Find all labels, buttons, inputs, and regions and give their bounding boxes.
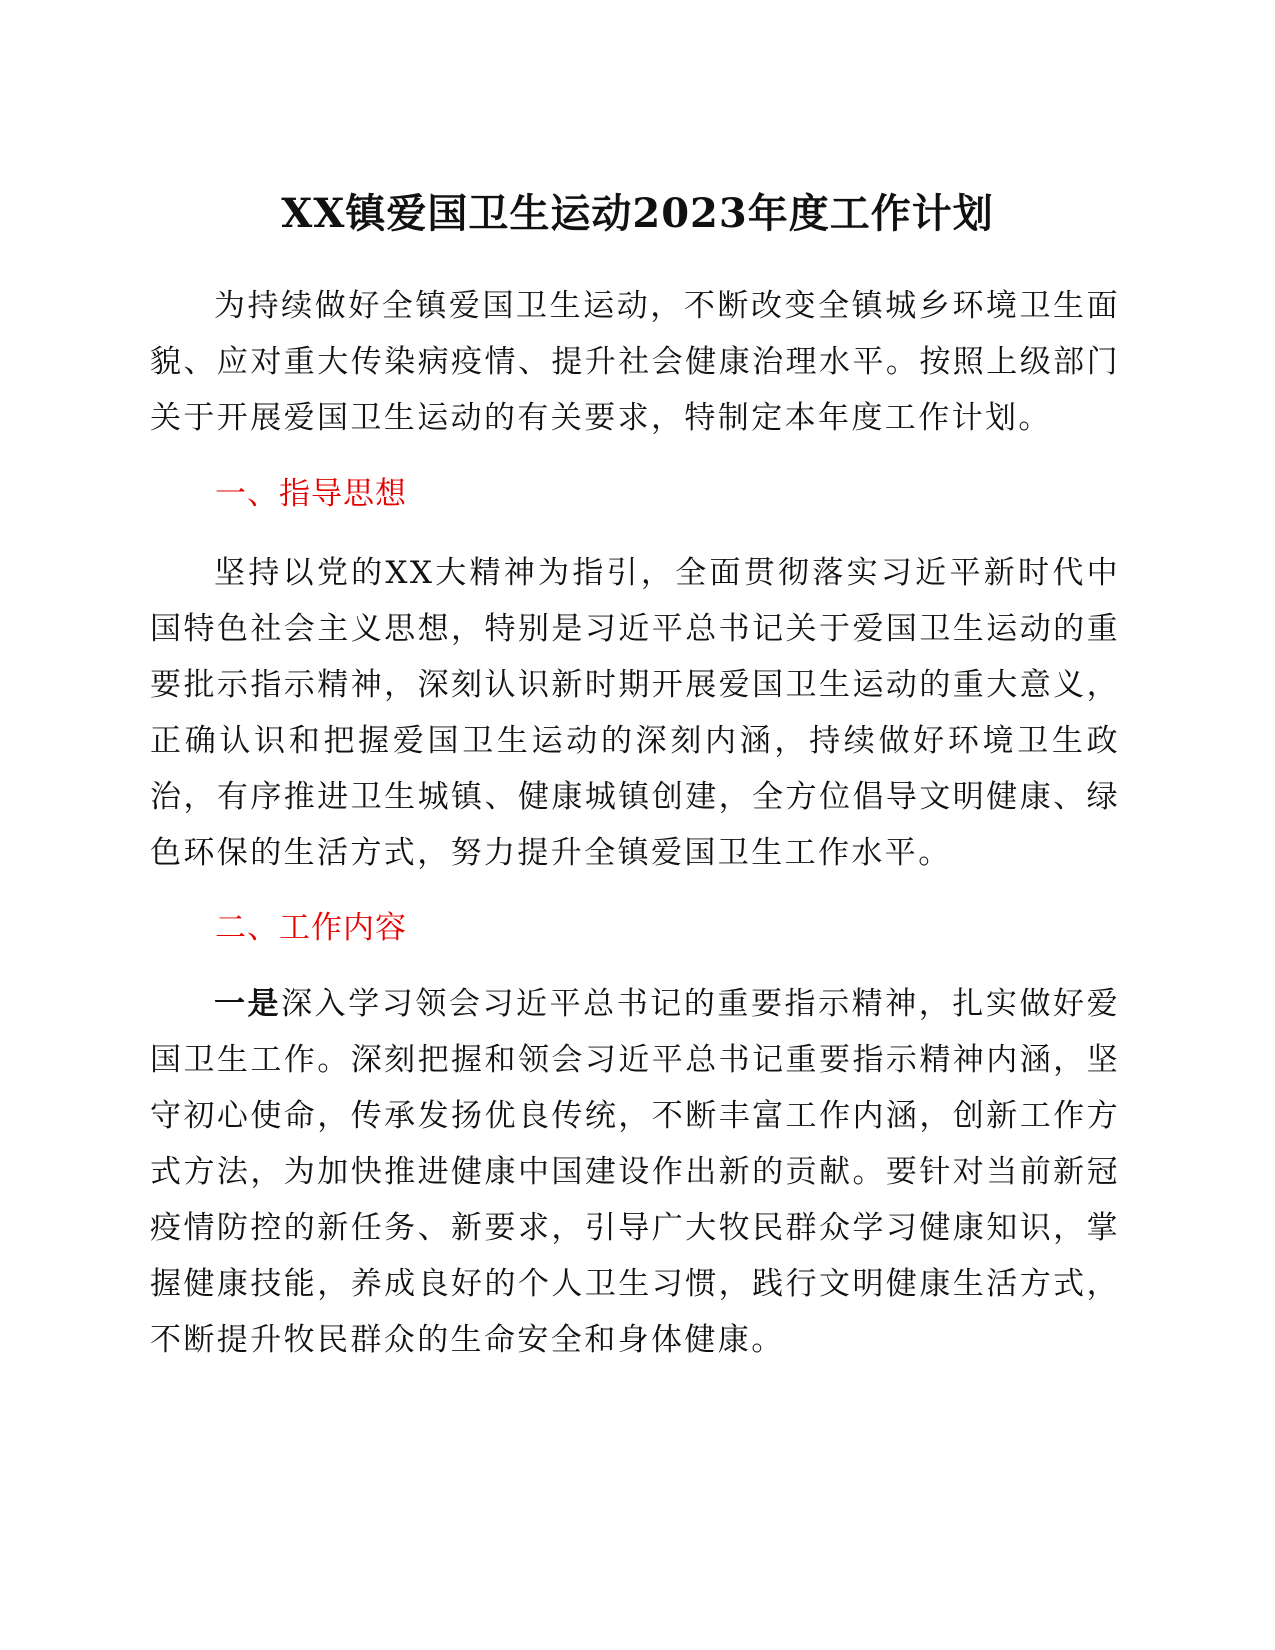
section-body-work-content — [150, 976, 1120, 1368]
section-heading-guiding-ideology: 一、指导思想 — [215, 476, 407, 512]
item-lead-label: 一是 — [214, 986, 282, 1022]
document-title: XX镇爱国卫生运动2023年度工作计划 — [281, 190, 994, 237]
section-heading-work-content: 二、工作内容 — [215, 910, 407, 946]
section-body-guiding-ideology: 坚持以党的XX大精神为指引，全面贯彻落实习近平新时代中国特色社会主义思想，特别是习近平总书记关于爱国卫生运动的重要批示指示精神，深刻认识新时期开展爱国卫生运动的重大意义，正确认识和把握爱国卫生运动的深刻内涵，持续做好环境卫生政治，有序推进卫生城镇、健康城镇创建，全方位倡导文明健康、绿色环保的生活方式，努力提升全镇爱国卫生工作水平。 — [150, 555, 1120, 871]
intro-paragraph: 为持续做好全镇爱国卫生运动，不断改变全镇城乡环境卫生面貌、应对重大传染病疫情、提升社会健康治理水平。按照上级部门关于开展爱国卫生运动的有关要求，特制定本年度工作计划。 — [150, 288, 1120, 436]
item-text: 深入学习领会习近平总书记的重要指示精神，扎实做好爱国卫生工作。深刻把握和领会习近平总书记重要指示精神内涵，坚守初心使命，传承发扬优良传统，不断丰富工作内涵，创新工作方式方法，为加快推进健康中国建设作出新的贡献。要针对当前新冠疫情防控的新任务、新要求，引导广大牧民群众学习健康知识，掌握健康技能，养成良好的个人卫生习惯，践行文明健康生活方式，不断提升牧民群众的生命安全和身体健康。 — [150, 986, 1120, 1358]
